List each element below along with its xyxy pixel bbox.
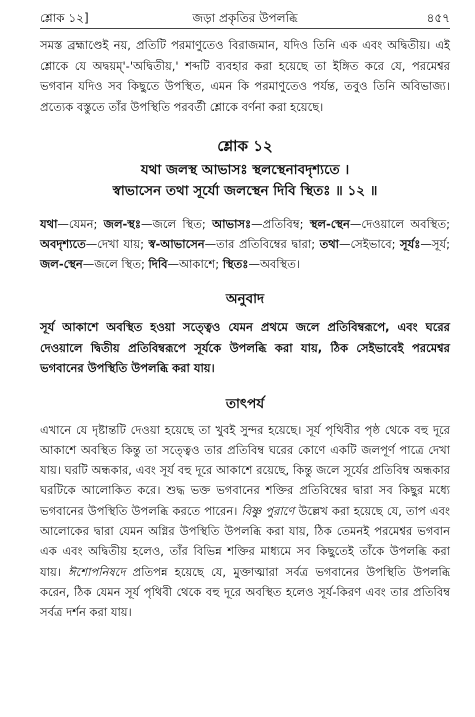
header-chapter-title: জড়া প্রকৃতির উপলব্ধি — [192, 11, 298, 25]
synonym-meaning: —সূর্য; — [420, 237, 451, 251]
synonym-meaning: —প্রতিবিম্ব; — [251, 217, 310, 231]
intro-paragraph: সমস্ত ব্রহ্মাণ্ডেই নয়, প্রতিটি পরমাণুতেও বিরাজমান, যদিও তিনি এক এবং অদ্বিতীয়। এই শ্লোকে যে অদ্বয়ম্‌'-'অদ্বিতীয়,' শব্দটি ব্যবহার করা হয়েছে তা ইঙ্গিত করে যে, পরমেশ্বর ভগবান যদিও সব কিছুতে উপস্থিত, এমন কি পরমাণুতেও পর্যন্ত, তবুও তিনি অবিভাজ্য। প্রত্যেক বস্তুতে তাঁর উপস্থিতি পরবর্তী শ্লোকে বর্ণনা করা হয়েছে। — [40, 38, 450, 114]
page-number: ৪৫৭ — [426, 11, 450, 25]
purport-text — [40, 420, 450, 623]
purport-segment: উল্লেখ করা হয়েছে যে, তাপ এবং আলোকের দ্বারা যেমন অগ্নির উপস্থিতি উপলব্ধি করা যায়, ঠিক তেমনই পরমেশ্বর ভগবান এক এবং অদ্বিতীয় হলেও, তাঁর বিভিন্ন শক্তির মাধ্যমে সব কিছুতেই তাঁকে উপলব্ধি করা যায়। — [40, 503, 450, 579]
synonym-term: আভাসঃ — [212, 217, 252, 231]
synonym-term: সূর্যঃ — [400, 237, 421, 251]
running-header — [40, 6, 450, 29]
scripture-reference: বিষ্ণু পুরাণে — [241, 503, 295, 518]
synonym-term: যথা — [40, 217, 58, 231]
synonym-term: জল-স্থেন — [40, 257, 83, 271]
translation-title: অনুবাদ — [225, 291, 265, 307]
synonym-term: স্থল-স্থেন — [309, 217, 350, 231]
purport-segment: প্রতিপন্ন হয়েছে যে, মুক্তাত্মারা সর্বত্র ভগবানের উপস্থিতি উপলব্ধি করেন, ঠিক যেমন সূর্য পৃথিবী থেকে বহু দূরে অবস্থিত হলেও সূর্য-কিরণ এবং তার প্রতিবিম্ব সর্বত্র দর্শন করা যায়। — [40, 564, 450, 620]
synonym-term: অবদৃশ্যতে — [40, 237, 86, 251]
synonym-meaning: —দেওয়ালে অবস্থিত; — [349, 217, 450, 231]
header-verse-ref: শ্লোক ১২] — [40, 11, 89, 25]
synonym-meaning: —অবস্থিত। — [248, 257, 300, 271]
synonym-meaning: —দেখা যায়; — [85, 237, 149, 251]
verse-line-2: স্বাভাসেন তথা সূর্যো জলস্থেন দিবি স্থিতঃ ॥ ১২ ॥ — [112, 183, 378, 199]
synonym-meaning: —জলে স্থিত; — [141, 217, 213, 231]
synonym-term: জল-স্থঃ — [103, 217, 142, 231]
synonym-meaning: —জলে স্থিত; — [82, 257, 149, 271]
verse-line-1: যথা জলস্থ আভাসঃ স্থলস্থেনাবদৃশ্যতে । — [140, 162, 350, 178]
verse-title: শ্লোক ১২ — [217, 137, 273, 155]
scripture-reference: ঈশোপনিষদে — [68, 564, 126, 579]
synonym-term: দিবি — [148, 257, 168, 271]
synonym-term: স্থিতঃ — [222, 257, 249, 271]
synonym-meaning: —আকাশে; — [167, 257, 223, 271]
book-page — [40, 6, 450, 622]
synonym-meaning: —সেইভাবে; — [339, 237, 401, 251]
synonym-term: স্ব-আভাসেন — [148, 237, 205, 251]
synonym-meaning: —যেমন; — [57, 217, 104, 231]
synonyms-list — [40, 214, 450, 274]
translation-text: সূর্য আকাশে অবস্থিত হওয়া সত্ত্বেও যেমন প্রথমে জলে প্রতিবিম্বরূপে, এবং ঘরের দেওয়ালে দ্বিতীয় প্রতিবিম্বরূপে সূর্যকে উপলব্ধি করা যায়, ঠিক সেইভাবেই পরমেশ্বর ভগবানের উপস্থিতি উপলব্ধি করা যায়। — [40, 320, 450, 375]
synonym-term: তথা — [319, 237, 339, 251]
synonym-meaning: —তার প্রতিবিম্বের দ্বারা; — [204, 237, 320, 251]
purport-title: তাৎপর্য — [225, 395, 265, 412]
purport-segment: এখানে যে দৃষ্টান্তটি দেওয়া হয়েছে তা খুবই সুন্দর হয়েছে। সূর্য পৃথিবীর পৃষ্ঠ থেকে বহু দূরে আকাশে অবস্থিত কিন্তু তা সত্ত্বেও তার প্রতিবিম্ব ঘরের কোণে একটি জলপূর্ণ পাত্রে দেখা যায়। ঘরটি অন্ধকার, এবং সূর্য বহু দূরে আকাশে রয়েছে, কিন্তু জলে সূর্যের প্রতিবিম্ব অন্ধকার ঘরটিকে আলোকিত করে। শুদ্ধ ভক্ত ভগবানের শক্তির প্রতিবিম্বের দ্বারা সব কিছুর মধ্যে ভগবানের উপস্থিতি উপলব্ধি করতে পারেন। — [40, 422, 450, 518]
